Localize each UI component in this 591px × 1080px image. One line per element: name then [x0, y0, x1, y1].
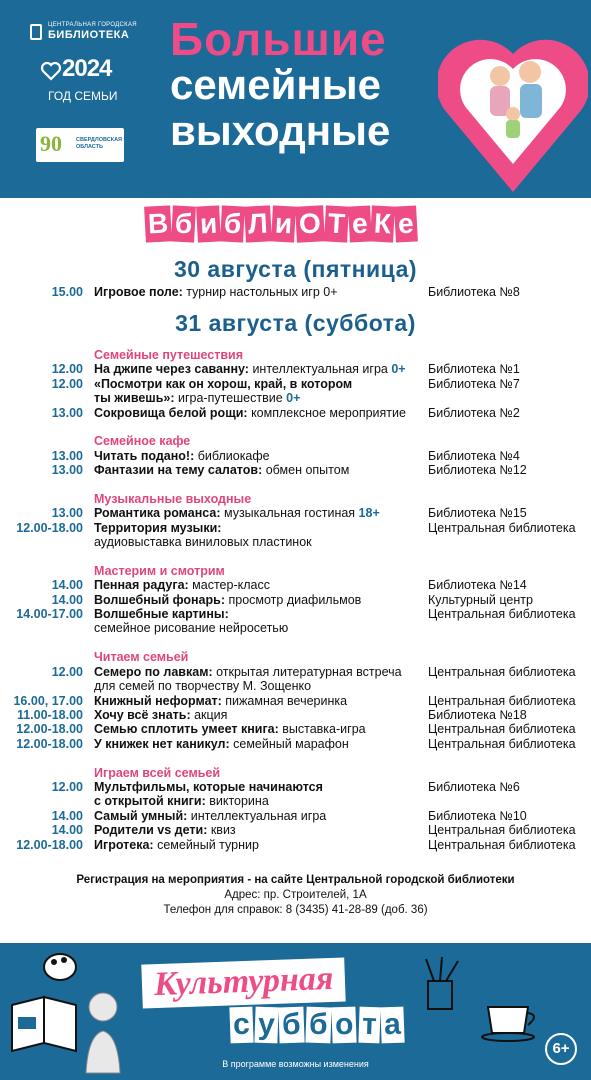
category-heading: Музыкальные выходные [94, 492, 252, 506]
saturday-letter: а [381, 1007, 405, 1044]
event-venue: Библиотека №1 [428, 362, 520, 377]
age-rating-badge: 6+ [545, 1033, 577, 1065]
event-description [94, 463, 424, 477]
event-description [94, 722, 424, 736]
event-name: Родители vs дети: [94, 823, 208, 838]
event-name: «Посмотри как он хорош, край, в котором [94, 376, 353, 391]
event-name: Семью сплотить умеет книга: [94, 722, 279, 737]
event-time: 14.00-17.00 [16, 607, 83, 622]
event-description [94, 521, 424, 549]
category-heading: Мастерим и смотрим [94, 564, 225, 578]
info-block [0, 873, 591, 918]
event-name: Хочу всё знать: [94, 708, 191, 722]
banner-letter: е [395, 205, 418, 242]
event-description [94, 578, 424, 592]
event-time: 12.00-18.00 [16, 736, 83, 751]
event-venue: Библиотека №18 [428, 708, 527, 722]
banner-letter: е [348, 205, 371, 242]
event-time: 12.00 [51, 780, 83, 794]
category-heading: Семейное кафе [94, 434, 191, 449]
saturday-letter: у [254, 1007, 278, 1044]
event-time: 14.00 [51, 592, 83, 607]
event-description [94, 694, 424, 708]
event-description [94, 362, 424, 376]
event-detail: викторина [205, 794, 269, 808]
event-name: Пенная радуга: [94, 578, 189, 593]
event-venue: Центральная библиотека [428, 722, 576, 737]
event-time: 14.00 [51, 808, 83, 823]
event-venue: Библиотека №8 [428, 285, 520, 299]
event-detail: библиокафе [194, 448, 270, 463]
event-name: Самый умный: [94, 808, 188, 823]
title-line-2: семейные [170, 61, 382, 108]
library-logo-subtitle: ЦЕНТРАЛЬНАЯ ГОРОДСКАЯ [48, 22, 137, 28]
event-venue: Центральная библиотека [428, 736, 576, 751]
event-detail-line2: для семей по творчеству М. Зощенко [94, 678, 312, 693]
event-time: 14.00 [51, 578, 83, 593]
event-description [94, 737, 424, 751]
event-venue: Библиотека №15 [428, 506, 527, 521]
event-description [94, 506, 424, 520]
banner-letter: К [370, 205, 395, 242]
title-line-3: выходные [170, 107, 391, 154]
event-venue: Центральная библиотека [428, 664, 576, 679]
event-name: Мультфильмы, которые начинаются [94, 780, 323, 794]
event-description [94, 593, 424, 607]
palette-icon [40, 947, 80, 987]
footer-banner [0, 943, 591, 1080]
saturday-letter: о [332, 1007, 358, 1044]
event-name: Читать подано!: [94, 448, 195, 463]
event-time: 12.00-18.00 [16, 520, 83, 535]
year-number: 2024 [62, 55, 112, 82]
book-icon [30, 24, 42, 40]
event-venue: Библиотека №7 [428, 376, 520, 391]
date-heading-saturday: 31 августа (суббота) [175, 310, 416, 336]
event-description [94, 377, 424, 405]
event-time: 12.00-18.00 [16, 722, 83, 737]
region-name: СВЕРДЛОВСКАЯ ОБЛАСТЬ [76, 137, 123, 150]
event-detail: пижамная вечеринка [221, 693, 348, 708]
coffee-cup-icon [478, 987, 548, 1047]
banner-letter: и [196, 205, 221, 242]
category-heading: Читаем семьей [94, 650, 189, 665]
event-name: Сокровища белой рощи: [94, 405, 248, 420]
event-time: 12.00 [51, 664, 83, 679]
anniversary-number: 90 [40, 131, 62, 156]
banner-letter: Т [324, 205, 349, 242]
event-time: 15.00 [51, 285, 83, 299]
saturday-letter: т [358, 1007, 380, 1044]
event-name: Книжный неформат: [94, 693, 222, 708]
culture-title: Культурная [141, 957, 346, 1008]
poster-title [170, 13, 440, 154]
banner-letter: б [220, 205, 245, 242]
changes-note: В программе возможны изменения [222, 1059, 369, 1069]
event-detail: обмен опытом [262, 463, 350, 478]
category-heading: Семейные путешествия [94, 348, 244, 362]
event-time: 14.00 [51, 823, 83, 838]
event-venue: Центральная библиотека [428, 607, 576, 622]
event-name: Территория музыки: [94, 520, 222, 535]
event-detail: просмотр диафильмов [225, 592, 362, 607]
event-venue: Библиотека №2 [428, 405, 520, 420]
event-description [94, 607, 424, 635]
event-description [94, 449, 424, 463]
region-anniversary-badge [36, 128, 124, 162]
date-heading-friday: 30 августа (пятница) [173, 256, 418, 282]
saturday-title [230, 1007, 406, 1043]
event-detail: интеллектуальная игра [187, 808, 327, 823]
brushes-icon [408, 955, 478, 1015]
address-text: Адрес: пр. Строителей, 1А [224, 889, 367, 901]
event-venue: Библиотека №4 [428, 448, 520, 463]
banner-letter: О [295, 205, 325, 242]
event-name: Семеро по лавкам: [94, 664, 213, 679]
event-time: 12.00 [51, 376, 83, 391]
event-detail: турнир настольных игр 0+ [182, 285, 338, 299]
header-banner [0, 0, 591, 198]
event-detail: интеллектуальная игра [248, 362, 392, 377]
event-time: 12.00 [51, 362, 83, 377]
age-tag: 18+ [358, 506, 380, 521]
event-time: 13.00 [51, 506, 83, 521]
event-venue: Культурный центр [428, 592, 533, 607]
age-tag: 0+ [286, 390, 301, 405]
phone-text: Телефон для справок: 8 (3435) 41-28-89 (доб. 36) [163, 904, 428, 916]
event-time: 13.00 [51, 448, 83, 463]
event-name-continued: ты живешь»: [94, 390, 175, 405]
event-venue: Библиотека №12 [428, 463, 527, 478]
event-name: Волшебные картины: [94, 607, 229, 622]
saturday-letter: с [229, 1007, 253, 1044]
event-description [94, 823, 424, 837]
year-caption: ГОД СЕМЬИ [48, 89, 118, 103]
event-detail: семейный турнир [153, 837, 259, 852]
in-library-banner [145, 206, 455, 250]
event-detail: музыкальная гостиная [220, 506, 359, 521]
event-description [94, 406, 424, 420]
library-logo-title: БИБЛИОТЕКА [48, 29, 130, 41]
event-venue: Библиотека №6 [428, 780, 520, 794]
event-venue: Центральная библиотека [428, 693, 576, 708]
event-detail: семейный марафон [229, 736, 349, 751]
banner-letter: и [271, 205, 296, 242]
event-description [94, 285, 424, 299]
age-tag: 0+ [391, 362, 406, 377]
event-name: Игротека: [94, 837, 154, 852]
registration-note: Регистрация на мероприятия - на сайте Центральной городской библиотеки [76, 874, 515, 886]
open-book-icon [6, 977, 86, 1057]
family-heart-illustration [438, 14, 588, 198]
event-detail: комплексное мероприятие [247, 405, 406, 420]
event-name: Фантазии на тему салатов: [94, 463, 263, 478]
event-name-continued: с открытой книги: [94, 794, 206, 808]
event-name: У книжек нет каникул: [94, 736, 230, 751]
event-venue: Библиотека №14 [428, 578, 527, 593]
event-detail-line2: семейное рисование нейросетью [94, 621, 289, 636]
event-detail: выставка-игра [278, 722, 366, 737]
heart-outline-icon [40, 61, 62, 81]
event-name: Игровое поле: [94, 285, 183, 299]
event-description [94, 665, 424, 693]
event-time: 13.00 [51, 405, 83, 420]
event-detail-line2: аудиовыставка виниловых пластинок [94, 534, 312, 549]
category-heading: Играем всей семьей [94, 765, 221, 780]
event-detail: игра-путешествие [174, 390, 287, 405]
event-time: 16.00, 17.00 [13, 693, 83, 708]
event-description [94, 780, 424, 808]
event-detail: мастер-класс [188, 578, 270, 593]
event-description [94, 809, 424, 823]
event-name: На джипе через саванну: [94, 362, 249, 377]
event-detail: акция [190, 708, 228, 722]
saturday-letter: б [279, 1007, 305, 1044]
event-time: 12.00-18.00 [16, 837, 83, 852]
banner-letter: б [171, 205, 196, 242]
banner-letter: В [144, 205, 172, 242]
event-time: 13.00 [51, 463, 83, 478]
saturday-letter: б [305, 1007, 331, 1044]
event-time: 11.00-18.00 [16, 708, 83, 722]
event-name: Романтика романса: [94, 506, 221, 521]
banner-letter: Л [244, 205, 272, 242]
event-venue: Центральная библиотека [428, 823, 576, 838]
event-description [94, 708, 424, 722]
event-name: Волшебный фонарь: [94, 592, 225, 607]
event-description [94, 838, 424, 852]
title-line-1: Большие [170, 13, 387, 65]
event-venue: Библиотека №10 [428, 808, 527, 823]
event-venue: Центральная библиотека [428, 837, 576, 852]
event-detail: открытая литературная встреча [212, 664, 402, 679]
event-venue: Центральная библиотека [428, 520, 576, 535]
event-detail: квиз [207, 823, 236, 838]
